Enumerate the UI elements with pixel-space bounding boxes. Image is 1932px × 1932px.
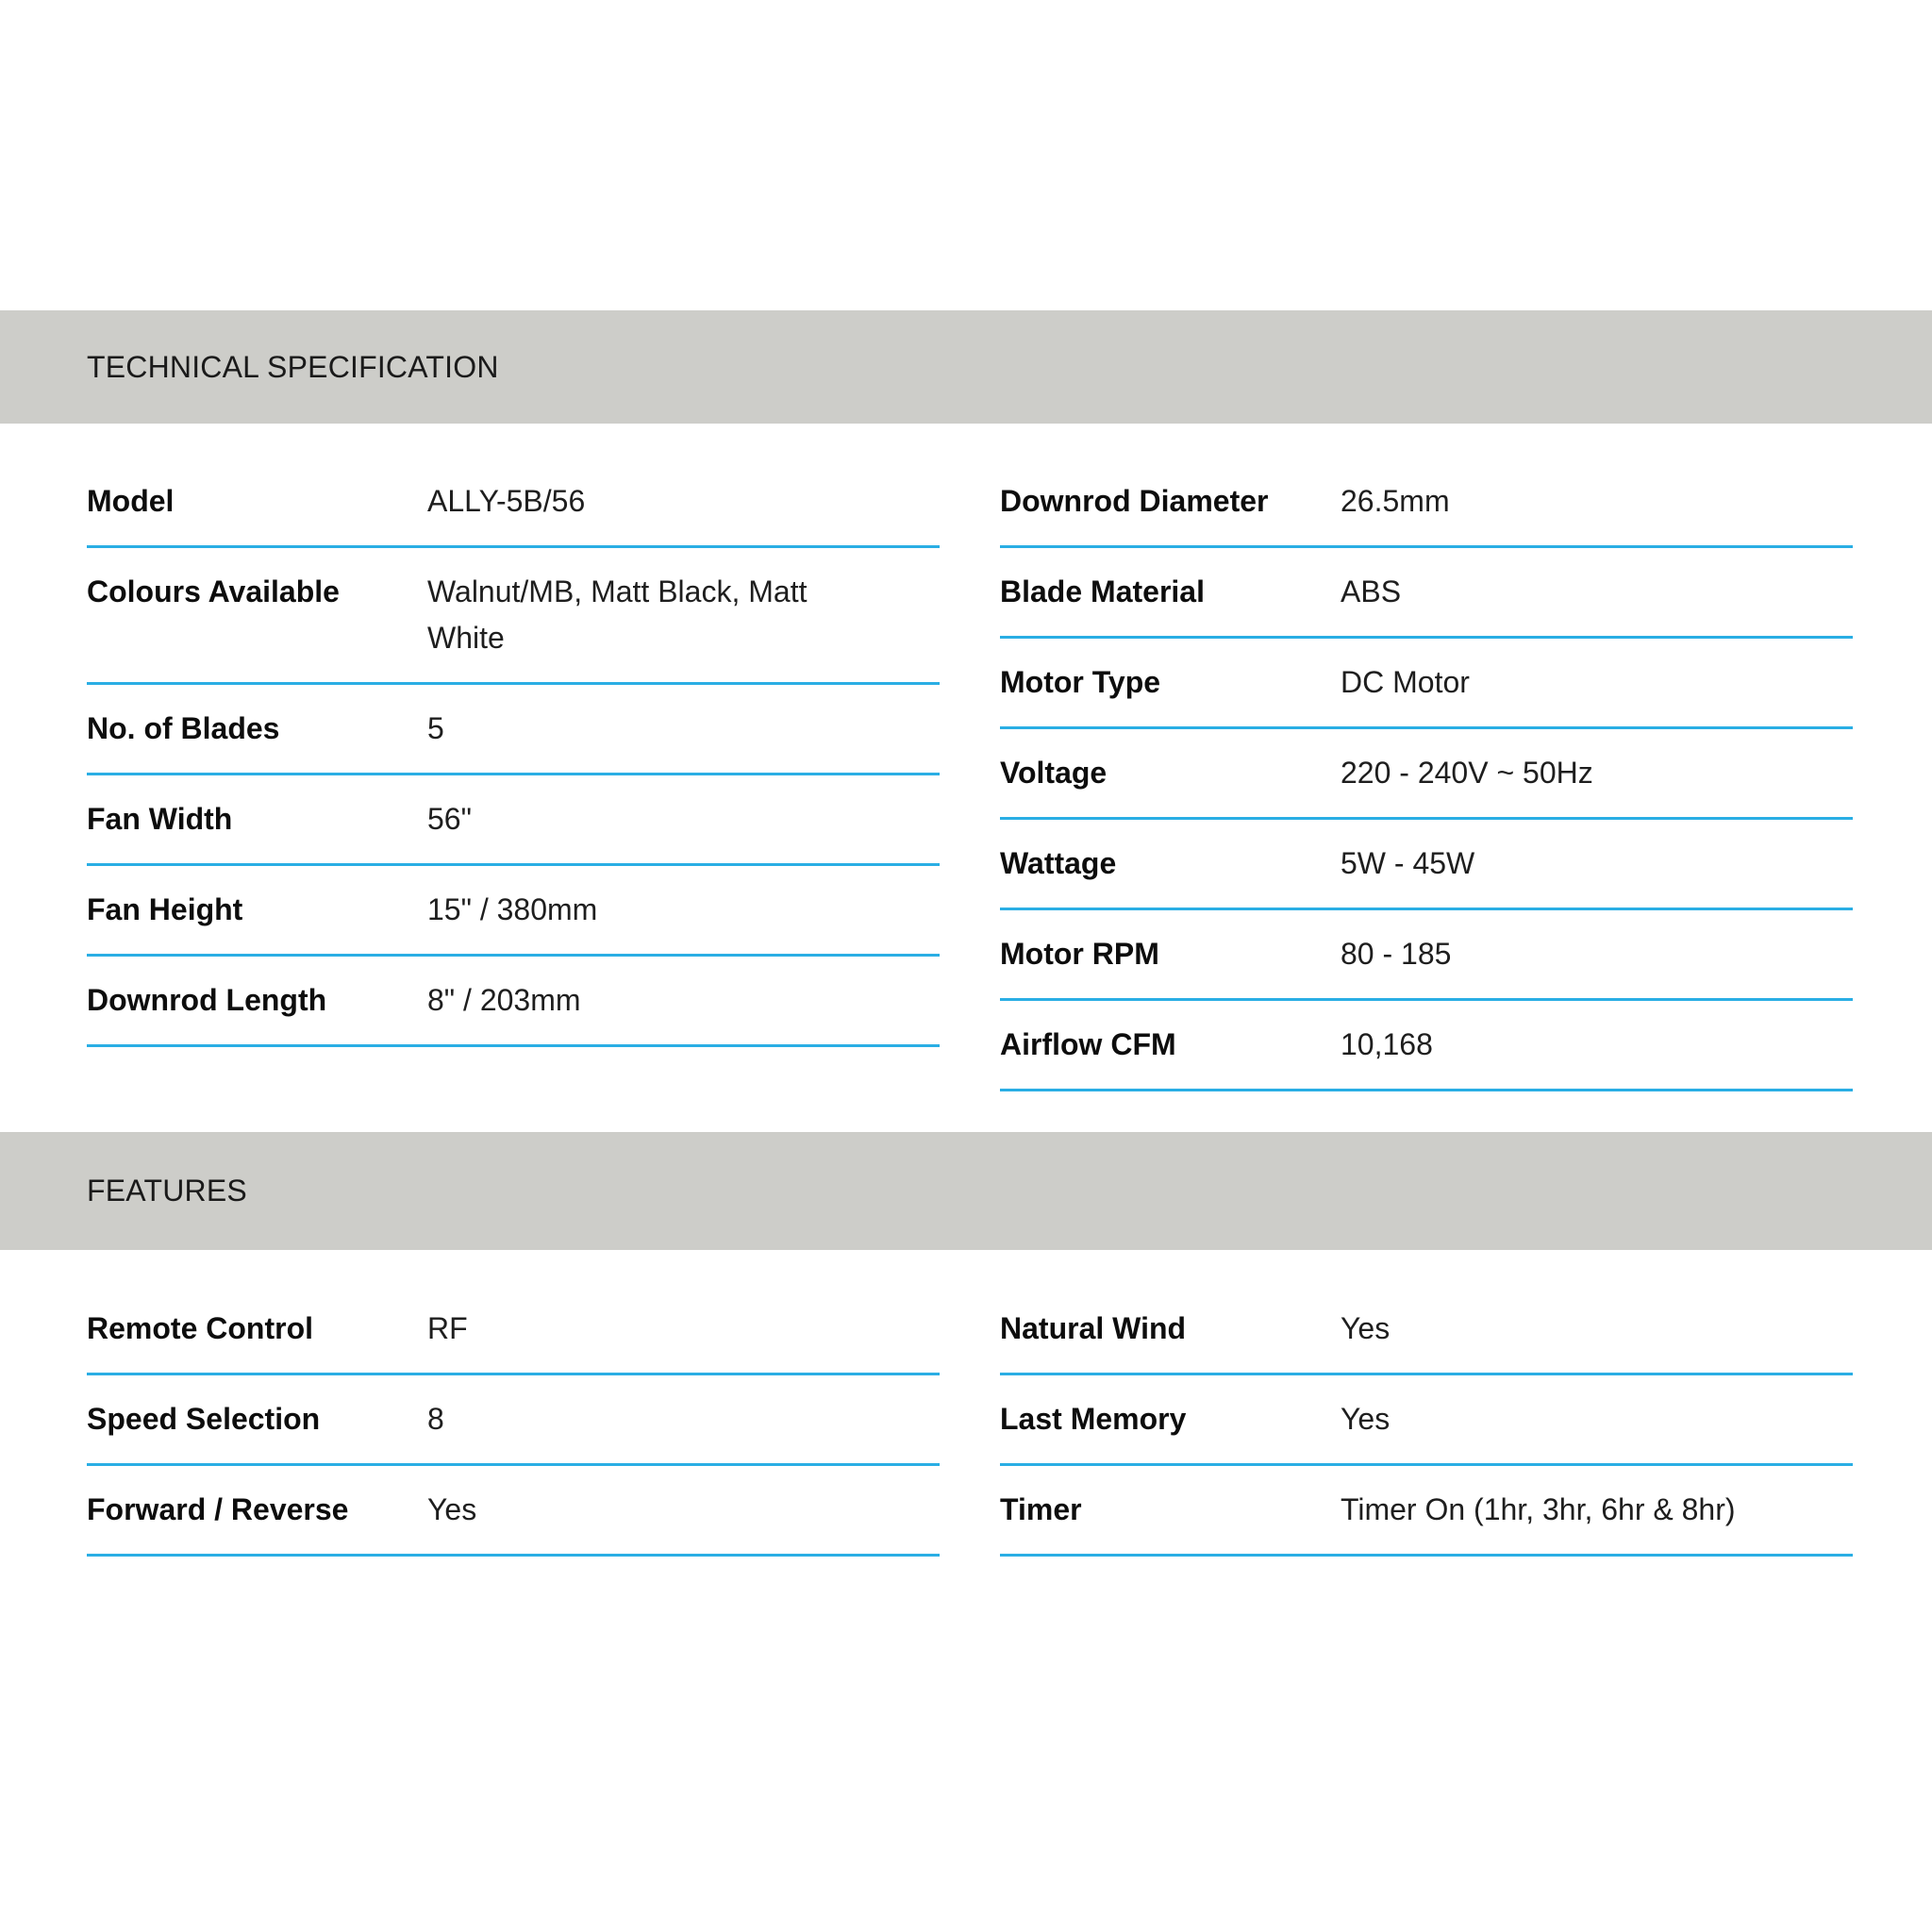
feature-value: Yes [1341, 1311, 1391, 1345]
spec-table-left [87, 458, 940, 1047]
spec-value: 80 - 185 [1341, 937, 1452, 971]
spec-label: Fan Height [87, 892, 243, 926]
spec-label: Model [87, 484, 175, 518]
feature-value: 8 [427, 1402, 444, 1436]
spec-row-colours [87, 548, 940, 685]
spec-label: Blade Material [1000, 575, 1205, 608]
spec-value: 10,168 [1341, 1027, 1433, 1061]
spec-value: ABS [1341, 575, 1402, 608]
technical-specification-header [0, 310, 1932, 424]
feature-label: Remote Control [87, 1311, 313, 1345]
feature-label: Speed Selection [87, 1402, 321, 1436]
feature-row-natural-wind [1000, 1285, 1853, 1375]
feature-value: Yes [427, 1492, 477, 1526]
spec-row-model [87, 458, 940, 548]
spec-row-downrod-diameter [1000, 458, 1853, 548]
feature-row-timer [1000, 1466, 1853, 1557]
features-table-right [1000, 1285, 1853, 1557]
spec-row-voltage [1000, 729, 1853, 820]
section-title: TECHNICAL SPECIFICATION [87, 349, 499, 384]
spec-table-right [1000, 458, 1853, 1091]
spec-value: 5W - 45W [1341, 846, 1475, 880]
spec-label: No. of Blades [87, 711, 280, 745]
spec-label: Motor RPM [1000, 937, 1159, 971]
spec-value: 26.5mm [1341, 484, 1450, 518]
spec-value: 5 [427, 711, 444, 745]
spec-label: Colours Available [87, 575, 340, 608]
spec-value: 220 - 240V ~ 50Hz [1341, 756, 1593, 790]
spec-label: Motor Type [1000, 665, 1161, 699]
feature-row-remote [87, 1285, 940, 1375]
spec-row-wattage [1000, 820, 1853, 910]
feature-label: Timer [1000, 1492, 1082, 1526]
spec-value: DC Motor [1341, 665, 1470, 699]
spec-value: ALLY-5B/56 [427, 484, 586, 518]
feature-label: Last Memory [1000, 1402, 1187, 1436]
spec-label: Downrod Diameter [1000, 484, 1269, 518]
spec-label: Fan Width [87, 802, 233, 836]
spec-row-blade-material [1000, 548, 1853, 639]
features-table-left [87, 1285, 940, 1557]
spec-value: 8" / 203mm [427, 983, 581, 1017]
feature-value: Yes [1341, 1402, 1391, 1436]
spec-row-motor-type [1000, 639, 1853, 729]
spec-row-airflow [1000, 1001, 1853, 1091]
spec-value: 15" / 380mm [427, 892, 598, 926]
feature-value: Timer On (1hr, 3hr, 6hr & 8hr) [1341, 1492, 1736, 1526]
spec-row-fan-height [87, 866, 940, 957]
feature-row-last-memory [1000, 1375, 1853, 1466]
spec-value: 56" [427, 802, 472, 836]
spec-row-blades [87, 685, 940, 775]
feature-value: RF [427, 1311, 468, 1345]
features-header [0, 1132, 1932, 1250]
spec-row-downrod-length [87, 957, 940, 1047]
feature-row-speed [87, 1375, 940, 1466]
feature-label: Natural Wind [1000, 1311, 1187, 1345]
feature-label: Forward / Reverse [87, 1492, 349, 1526]
spec-label: Wattage [1000, 846, 1117, 880]
section-title: FEATURES [87, 1174, 247, 1208]
spec-row-motor-rpm [1000, 910, 1853, 1001]
spec-label: Downrod Length [87, 983, 327, 1017]
spec-label: Airflow CFM [1000, 1027, 1176, 1061]
spec-row-fan-width [87, 775, 940, 866]
spec-label: Voltage [1000, 756, 1108, 790]
feature-row-reverse [87, 1466, 940, 1557]
spec-value: Walnut/MB, Matt Black, Matt White [427, 575, 808, 655]
